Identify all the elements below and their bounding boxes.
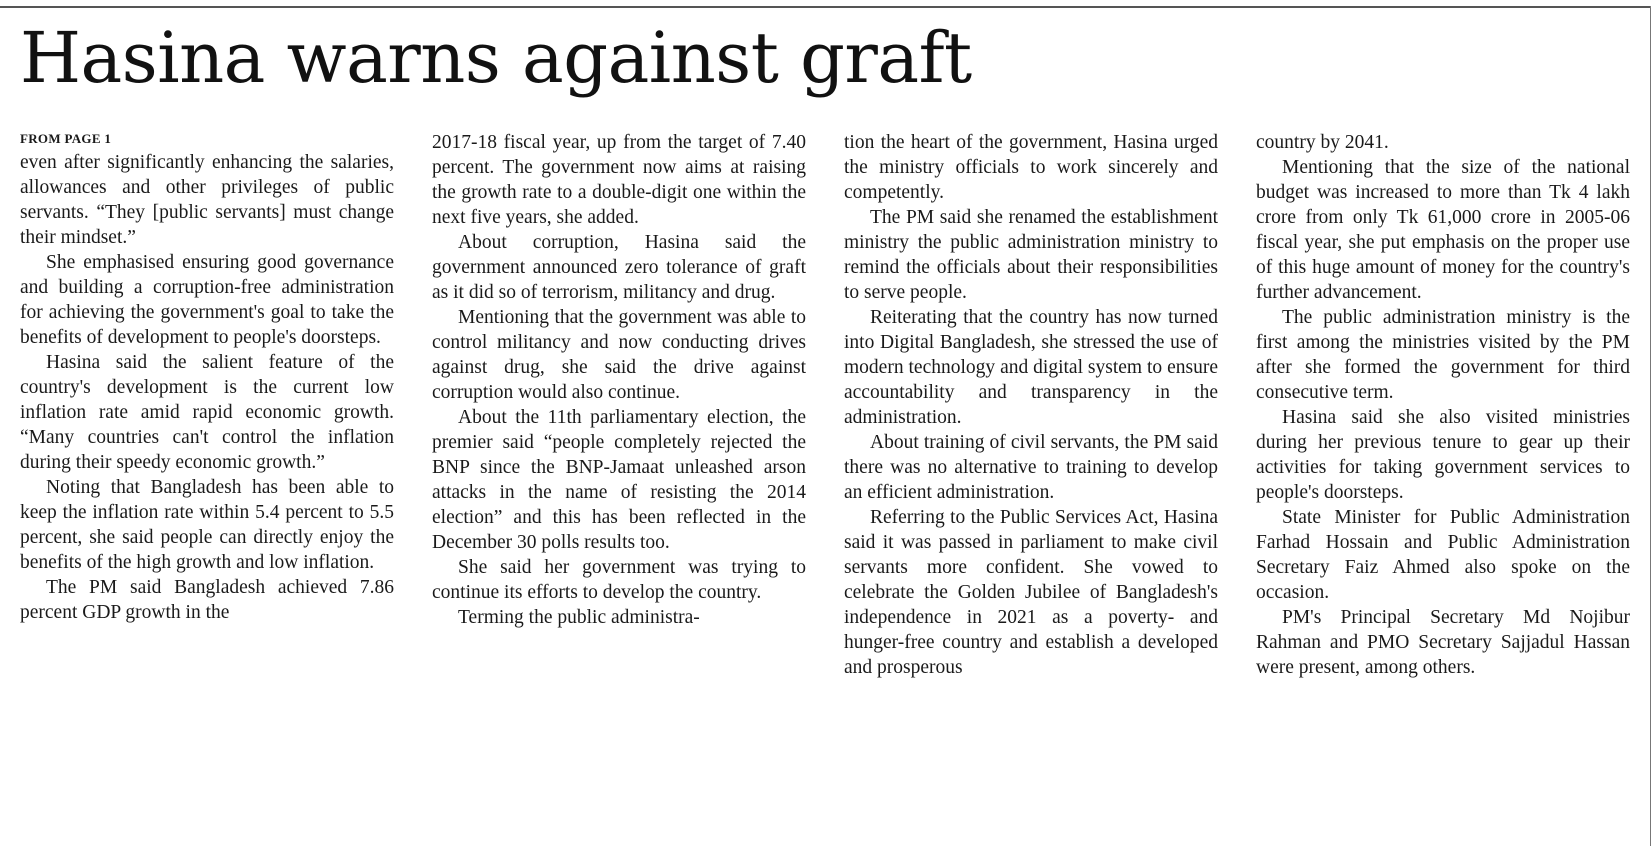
paragraph: The PM said she renamed the establishment ministry the public administration ministry to remind the officials about their responsibilities to serve people.: [844, 207, 1218, 303]
paragraph: The public administration ministry is the first among the ministries visited by the PM after she formed the government for third consecutive term.: [1256, 307, 1630, 403]
column-3: [844, 130, 1218, 830]
paragraph: She said her government was trying to continue its efforts to develop the country.: [432, 557, 806, 603]
top-rule: [0, 6, 1651, 8]
paragraph: State Minister for Public Administration Farhad Hossain and Public Administration Secretary Faiz Ahmed also spoke on the occasion.: [1256, 507, 1630, 603]
paragraph: Hasina said the salient feature of the country's development is the current low inflation rate amid rapid economic growth. “Many countries can't control the inflation during their speedy economic growth.”: [20, 352, 394, 473]
paragraph: 2017-18 fiscal year, up from the target of 7.40 percent. The government now aims at raising the growth rate to a double-digit one within the next five years, she added.: [432, 132, 806, 228]
paragraph: Noting that Bangladesh has been able to keep the inflation rate within 5.4 percent to 5.5 percent, she said people can directly enjoy the benefits of the high growth and low inflation.: [20, 477, 394, 573]
paragraph: About corruption, Hasina said the government announced zero tolerance of graft as it did so of terrorism, militancy and drug.: [432, 232, 806, 303]
dateline: FROM PAGE 1: [20, 131, 112, 146]
column-2: [432, 130, 806, 830]
column-1: [20, 130, 394, 830]
paragraph: PM's Principal Secretary Md Nojibur Rahman and PMO Secretary Sajjadul Hassan were present, among others.: [1256, 607, 1630, 678]
paragraph: even after significantly enhancing the salaries, allowances and other privileges of public servants. “They [public servants] must change their mindset.”: [20, 152, 394, 248]
paragraph: The PM said Bangladesh achieved 7.86 percent GDP growth in the: [20, 577, 394, 623]
paragraph: Terming the public administra-: [458, 607, 700, 628]
paragraph: Mentioning that the size of the national budget was increased to more than Tk 4 lakh crore from only Tk 61,000 crore in 2005-06 fiscal year, she put emphasis on the proper use of this huge amount of money for the country's further advancement.: [1256, 157, 1630, 303]
paragraph: She emphasised ensuring good governance and building a corruption-free administration for achieving the government's goal to take the benefits of development to people's doorsteps.: [20, 252, 394, 348]
headline: Hasina warns against graft: [20, 17, 972, 99]
paragraph: About the 11th parliamentary election, the premier said “people completely rejected the BNP since the BNP-Jamaat unleashed arson attacks in the name of resisting the 2014 election” and this has been reflected in the December 30 polls results too.: [432, 407, 806, 553]
paragraph: Reiterating that the country has now turned into Digital Bangladesh, she stressed the use of modern technology and digital system to ensure accountability and transparency in the administration.: [844, 307, 1218, 428]
column-4: [1256, 130, 1630, 830]
paragraph: About training of civil servants, the PM said there was no alternative to training to develop an efficient administration.: [844, 432, 1218, 503]
paragraph: tion the heart of the government, Hasina urged the ministry officials to work sincerely and competently.: [844, 132, 1218, 203]
article-body: [20, 130, 1630, 830]
paragraph: country by 2041.: [1256, 132, 1389, 153]
paragraph: Referring to the Public Services Act, Hasina said it was passed in parliament to make civil servants more confident. She vowed to celebrate the Golden Jubilee of Bangladesh's independence in 2021 as a poverty- and hunger-free country and establish a developed and prosperous: [844, 507, 1218, 678]
paragraph: Mentioning that the government was able to control militancy and now conducting drives against drug, she said the drive against corruption would also continue.: [432, 307, 806, 403]
paragraph: Hasina said she also visited ministries during her previous tenure to gear up their activities for taking government services to people's doorsteps.: [1256, 407, 1630, 503]
